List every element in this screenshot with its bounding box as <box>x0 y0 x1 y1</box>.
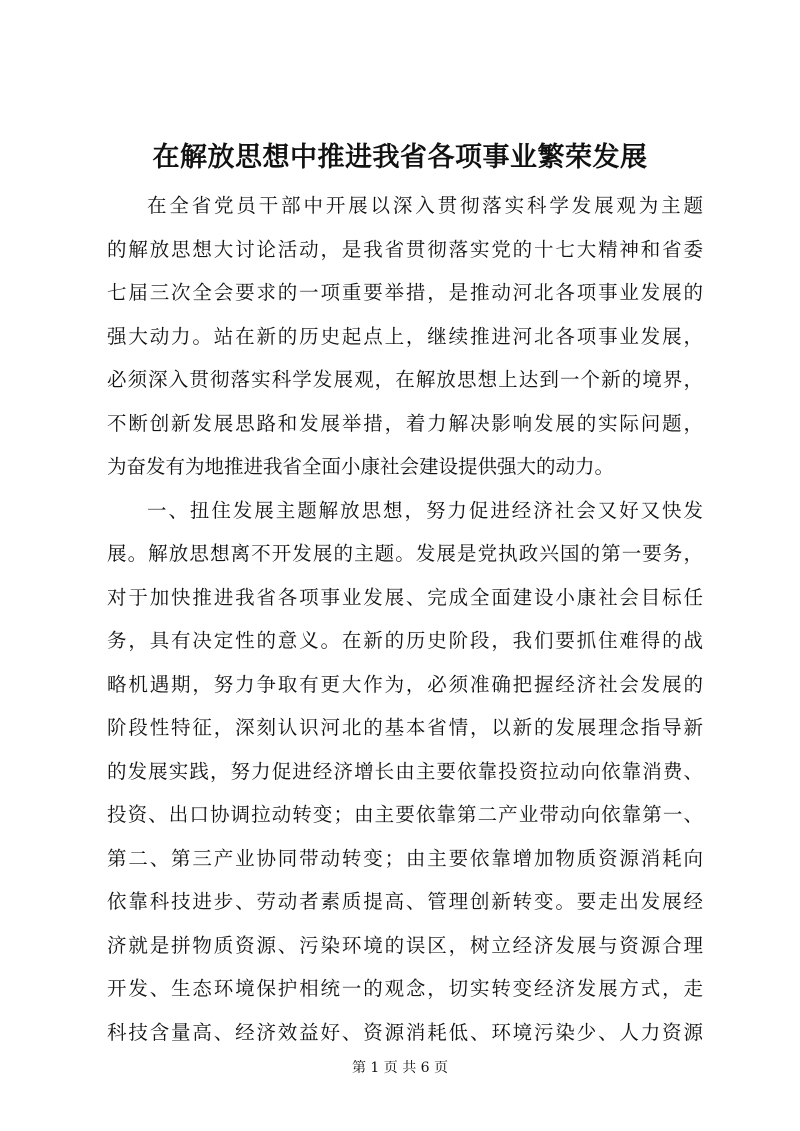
text-line: 七届三次全会要求的一项重要举措，是推动河北各项事业发展的 <box>107 281 703 304</box>
text-line: 第二、第三产业协同带动转变；由主要依靠增加物质资源消耗向 <box>107 846 703 870</box>
paragraph-section-one <box>107 489 703 1055</box>
text-line: 的发展实践，努力促进经济增长由主要依靠投资拉动向依靠消费、 <box>107 759 703 783</box>
text-line: 科技含量高、经济效益好、资源消耗低、环境污染少、人力资源 <box>107 1020 703 1044</box>
text-line: 一、扭住发展主题解放思想，努力促进经济社会又好又快发 <box>147 498 703 522</box>
text-line: 强大动力。站在新的历史起点上，继续推进河北各项事业发展， <box>107 324 703 348</box>
text-line: 依靠科技进步、劳动者素质提高、管理创新转变。要走出发展经 <box>107 890 703 913</box>
text-line: 在全省党员干部中开展以深入贯彻落实科学发展观为主题 <box>147 194 703 217</box>
text-line: 为奋发有为地推进我省全面小康社会建设提供强大的动力。 <box>107 455 615 478</box>
text-line: 展。解放思想离不开发展的主题。发展是党执政兴国的第一要务， <box>107 542 703 565</box>
text-line: 略机遇期，努力争取有更大作为，必须准确把握经济社会发展的 <box>107 672 703 696</box>
text-line: 对于加快推进我省各项事业发展、完成全面建设小康社会目标任 <box>107 585 703 609</box>
text-line: 阶段性特征，深刻认识河北的基本省情，以新的发展理念指导新 <box>107 716 703 739</box>
text-line: 投资、出口协调拉动转变；由主要依靠第二产业带动向依靠第一、 <box>107 803 703 826</box>
document-title: 在解放思想中推进我省各项事业繁荣发展 <box>152 142 648 173</box>
paragraph-intro <box>107 184 703 489</box>
text-line: 的解放思想大讨论活动，是我省贯彻落实党的十七大精神和省委 <box>107 237 703 261</box>
text-line: 必须深入贯彻落实科学发展观，在解放思想上达到一个新的境界， <box>107 368 703 391</box>
page-number-footer: 第 1 页 共 6 页 <box>351 1060 449 1076</box>
text-line: 不断创新发展思路和发展举措，着力解决影响发展的实际问题， <box>107 411 703 435</box>
document-body <box>107 184 703 1054</box>
text-line: 开发、生态环境保护相统一的观念，切实转变经济发展方式，走 <box>107 977 703 1000</box>
text-line: 济就是拼物质资源、污染环境的误区，树立经济发展与资源合理 <box>107 933 703 957</box>
text-line: 务，具有决定性的意义。在新的历史阶段，我们要抓住难得的战 <box>107 629 703 652</box>
